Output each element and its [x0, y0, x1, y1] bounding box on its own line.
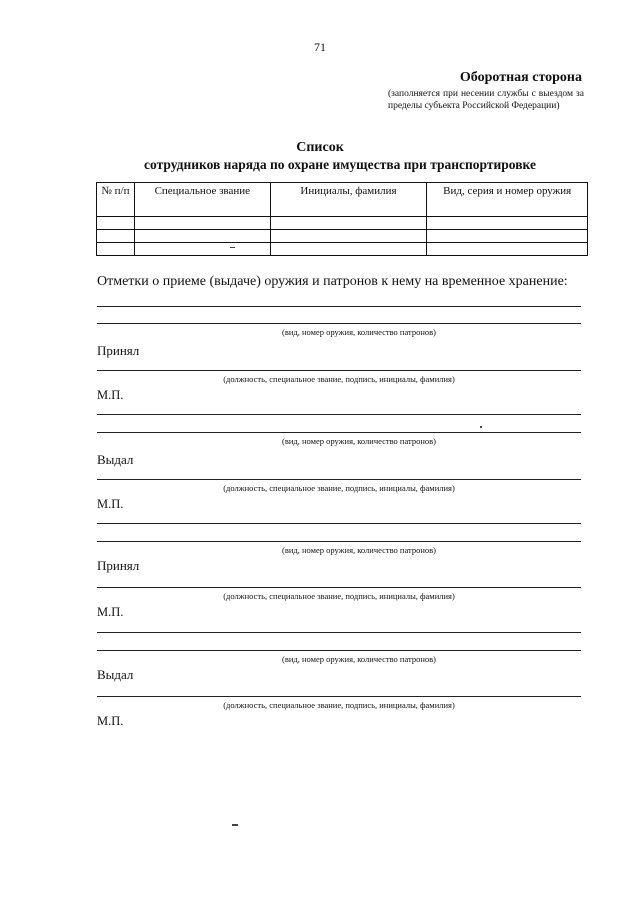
page-number: 71 — [314, 40, 326, 54]
signer-line[interactable] — [97, 587, 581, 588]
weapon-caption: (вид, номер оружия, количество патронов) — [281, 654, 436, 664]
signer-line[interactable] — [97, 696, 581, 697]
action-label: Выдал — [97, 667, 134, 682]
table-cell[interactable] — [97, 230, 135, 243]
seal-label: М.П. — [97, 388, 124, 402]
seal-label: М.П. — [97, 497, 124, 511]
weapon-line[interactable] — [97, 414, 581, 415]
side-title: Оборотная сторона — [459, 70, 582, 85]
weapon-line[interactable] — [97, 323, 581, 324]
action-label: Принял — [97, 343, 140, 358]
action-label: Выдал — [97, 452, 134, 467]
weapon-line[interactable] — [97, 306, 581, 307]
column-header-name: Инициалы, фамилия — [270, 183, 427, 217]
signer-line[interactable] — [97, 370, 581, 371]
list-title: Список — [296, 140, 344, 155]
signer-caption: (должность, специальное звание, подпись, инициалы, фамилия) — [223, 483, 455, 493]
table-cell[interactable] — [427, 217, 588, 230]
scan-speck — [230, 247, 235, 248]
column-header-rank: Специальное звание — [134, 183, 270, 217]
signer-caption: (должность, специальное звание, подпись, инициалы, фамилия) — [223, 700, 455, 710]
list-subtitle: сотрудников наряда по охране имущества при транспортировке — [144, 157, 536, 172]
weapon-line[interactable] — [97, 650, 581, 651]
table-cell[interactable] — [134, 230, 270, 243]
table-header-row — [97, 183, 588, 217]
table-cell[interactable] — [97, 243, 135, 256]
side-note: (заполняется при несении службы с выездом за пределы субъекта Российской Федерации) — [388, 89, 584, 111]
table-cell[interactable] — [270, 217, 427, 230]
column-header-number: № п/п — [97, 183, 135, 217]
weapon-line[interactable] — [97, 541, 581, 542]
table-cell[interactable] — [270, 230, 427, 243]
column-header-weapon: Вид, серия и номер оружия — [427, 183, 588, 217]
signer-caption: (должность, специальное звание, подпись, инициалы, фамилия) — [223, 374, 455, 384]
seal-label: М.П. — [97, 714, 124, 728]
table-cell[interactable] — [270, 243, 427, 256]
table-row — [97, 230, 588, 243]
table-cell[interactable] — [134, 217, 270, 230]
staff-table — [96, 182, 588, 256]
table-row — [97, 243, 588, 256]
table-cell[interactable] — [427, 230, 588, 243]
seal-label: М.П. — [97, 605, 124, 619]
scan-speck — [480, 426, 482, 428]
weapon-caption: (вид, номер оружия, количество патронов) — [281, 436, 436, 446]
weapon-caption: (вид, номер оружия, количество патронов) — [281, 545, 436, 555]
table-cell[interactable] — [134, 243, 270, 256]
signer-line[interactable] — [97, 479, 581, 480]
marks-heading: Отметки о приеме (выдаче) оружия и патронов к нему на временное хранение: — [97, 274, 568, 289]
weapon-line[interactable] — [97, 432, 581, 433]
signer-caption: (должность, специальное звание, подпись, инициалы, фамилия) — [223, 591, 455, 601]
weapon-line[interactable] — [97, 523, 581, 524]
table-cell[interactable] — [97, 217, 135, 230]
table-cell[interactable] — [427, 243, 588, 256]
action-label: Принял — [97, 558, 140, 573]
scan-speck — [232, 824, 238, 826]
weapon-caption: (вид, номер оружия, количество патронов) — [281, 327, 436, 337]
table-row — [97, 217, 588, 230]
weapon-line[interactable] — [97, 632, 581, 633]
